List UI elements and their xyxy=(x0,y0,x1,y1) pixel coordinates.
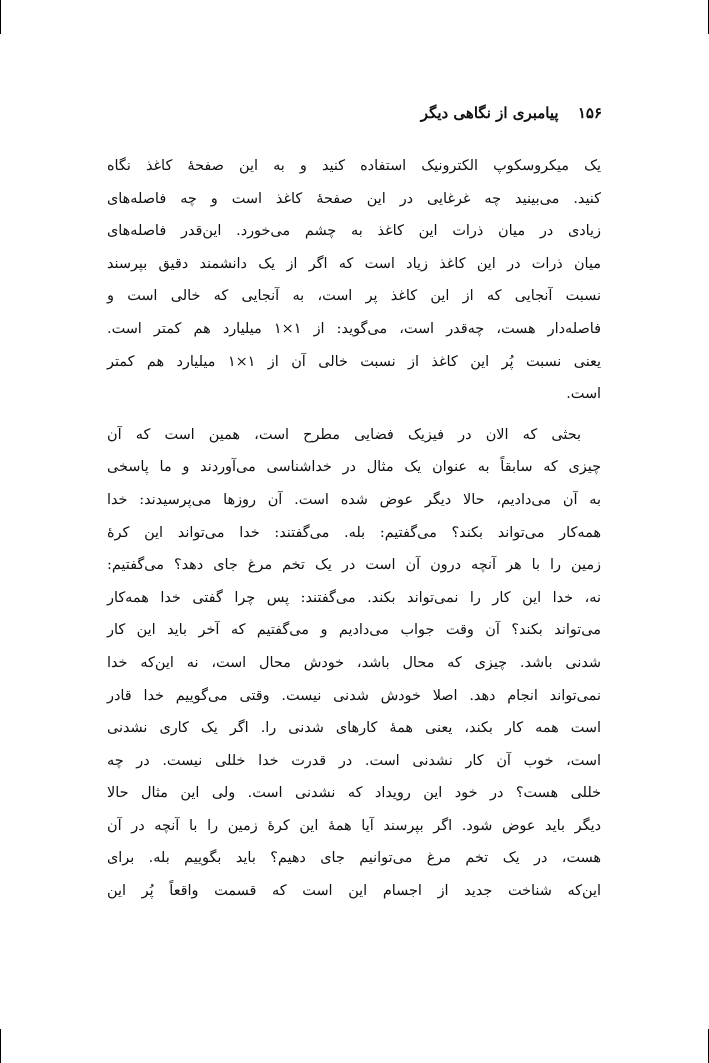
text-line: این‌که شناخت جدید از اجسام این است که قسمت واقعاً پُر این xyxy=(107,883,601,900)
text-line: زیادی در میان ذرات این کاغذ به چشم می‌خورد. این‌قدر فاصله‌های xyxy=(107,223,601,240)
text-line: یعنی نسبت پُر این کاغذ از نسبت خالی آن از ۱×۱ میلیارد هم کمتر xyxy=(107,353,602,370)
crop-mark-top-left xyxy=(0,0,1,34)
text-line: خللی هست؟ در خود این رویداد که نشدنی است. ولی این مثال حالا xyxy=(107,785,601,802)
text-line: دیگر باید عوض شود. اگر بپرسند آیا همهٔ این کرهٔ زمین را با آنچه در آن xyxy=(107,817,601,834)
text-line: زمین را با هر آنچه درون آن است در یک تخم مرغ جای دهد؟ می‌گفتیم: xyxy=(107,557,601,574)
text-line: نه، خدا این کار را نمی‌تواند بکند. می‌گفتند: پس چرا گفتی خدا همه‌کار xyxy=(107,589,601,606)
text-line: به آن می‌دادیم، حالا دیگر عوض شده است. آن روزها می‌پرسیدند: خدا xyxy=(107,491,601,508)
text-line: فاصله‌دار هست، چه‌قدر است، می‌گوید: از ۱×۱ میلیارد هم کمتر است. xyxy=(107,320,602,337)
text-line: نمی‌تواند انجام دهد. اصلا خودش شدنی نیست. وقتی می‌گوییم خدا قادر xyxy=(107,687,601,704)
text-line: کنید. می‌بینید چه غرغایی در این صفحهٔ کاغذ است و چه فاصله‌های xyxy=(107,190,601,207)
paragraph-2 xyxy=(107,419,601,908)
text-line: می‌تواند بکند؟ آن وقت جواب می‌دادیم و می‌گفتیم که آخر باید این کار xyxy=(107,622,601,639)
text-line: میان ذرات در این کاغذ زیاد است که اگر از یک دانشمند دقیق بپرسند xyxy=(107,255,601,272)
text-line: شدنی باشد. چیزی که محال باشد، خودش محال است، نه این‌که خدا xyxy=(107,654,601,671)
body-text xyxy=(107,150,601,908)
text-line: است همه کار بکند، یعنی همهٔ کارهای شدنی را. اگر یک کاری نشدنی xyxy=(107,720,601,737)
text-line: نسبت آنجایی که از این کاغذ پر است، به آنجایی که خالی است و xyxy=(107,288,601,305)
text-line: هست، در یک تخم مرغ می‌توانیم جای دهیم؟ باید بگوییم بله. برای xyxy=(107,850,601,867)
paragraph-1 xyxy=(107,150,601,411)
book-title: پیامبری از نگاهی دیگر xyxy=(420,104,559,122)
text-line: بحثی که الان در فیزیک فضایی مطرح است، همین است که آن xyxy=(107,426,581,443)
crop-mark-bottom-left xyxy=(0,1029,1,1063)
text-line: همه‌کار می‌تواند بکند؟ می‌گفتیم: بله. می‌گفتند: خدا می‌تواند این کرهٔ xyxy=(107,524,601,541)
text-line: است. xyxy=(566,386,601,403)
text-line: یک میکروسکوپ الکترونیک استفاده کنید و به این صفحهٔ کاغذ نگاه xyxy=(107,158,601,174)
running-header xyxy=(421,104,602,122)
text-line: است، خوب آن کار نشدنی است. در قدرت خدا خللی نیست. در چه xyxy=(107,752,601,769)
page-number: ۱۵۶ xyxy=(577,104,602,122)
text-line: چیزی که سابقاً به عنوان یک مثال در خداشناسی می‌آوردند و ما پاسخی xyxy=(107,459,601,476)
